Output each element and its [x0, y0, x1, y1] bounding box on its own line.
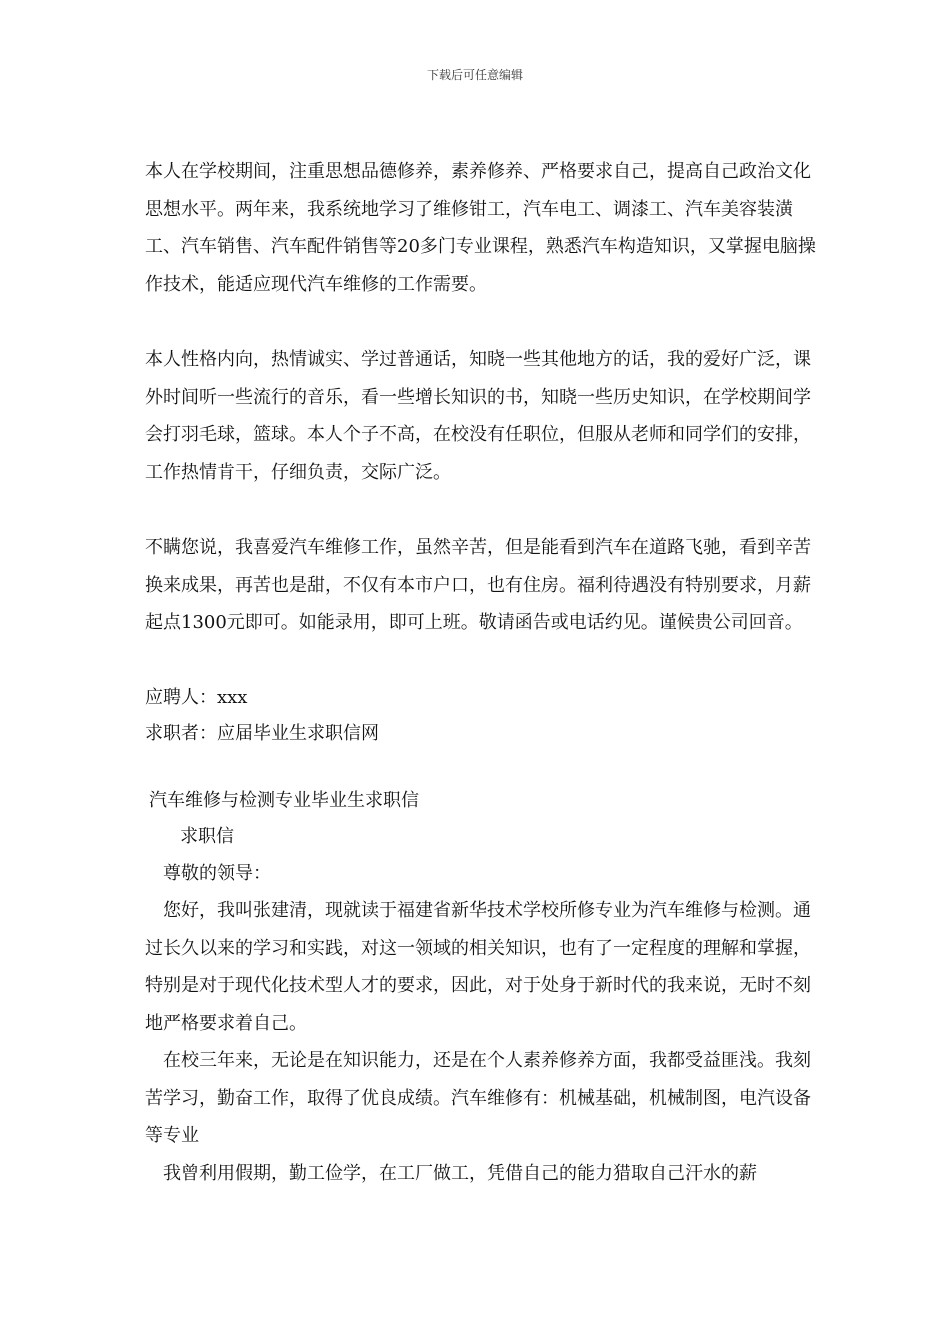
paragraph-2: 本人性格内向，热情诚实、学过普通话，知晓一些其他地方的话，我的爱好广泛，课外时间听一些流行的音乐，看一些增长知识的书，知晓一些历史知识，在学校期间学会打羽毛球，篮球。本人个子不高，在校没有任职位，但服从老师和同学们的安排，工作热情肯干，仔细负责，交际广泛。: [145, 349, 811, 483]
letter-salutation: 尊敬的领导：: [163, 862, 271, 884]
applicant-line: 应聘人：xxx: [145, 686, 248, 708]
document-body: [145, 153, 825, 1192]
paragraph-3: 不瞒您说，我喜爱汽车维修工作，虽然辛苦，但是能看到汽车在道路飞驰，看到辛苦换来成果，再苦也是甜，不仅有本市户口，也有住房。福利待遇没有特别要求，月薪起点1300元即可。如能录用，即可上班。敬请函告或电话约见。谨候贵公司回音。: [145, 537, 811, 633]
letter-title: 汽车维修与检测专业毕业生求职信: [149, 789, 419, 811]
paragraph-1: 本人在学校期间，注重思想品德修养，素养修养、严格要求自己，提高自己政治文化思想水平。两年来，我系统地学习了维修钳工，汽车电工、调漆工、汽车美容装潢工、汽车销售、汽车配件销售等20多门专业课程，熟悉汽车构造知识，又掌握电脑操作技术，能适应现代汽车维修的工作需要。: [145, 161, 816, 295]
letter-section: [145, 783, 825, 1193]
page-header: 下载后可任意编辑: [426, 68, 523, 82]
letter-body-1-text: 您好，我叫张建清，现就读于福建省新华技术学校所修专业为汽车维修与检测。通过长久以来的学习和实践，对这一领域的相关知识，也有了一定程度的理解和掌握，特别是对于现代化技术型人才的要求，因此，对于处身于新时代的我来说，无时不刻地严格要求着自己。: [145, 900, 811, 1034]
letter-body-3: [145, 1155, 825, 1193]
letter-body-2-text: 在校三年来，无论是在知识能力，还是在个人素养修养方面，我都受益匪浅。我刻苦学习，勤奋工作，取得了优良成绩。汽车维修有：机械基础，机械制图，电汽设备等专业: [145, 1050, 811, 1146]
letter-heading: 求职信: [180, 826, 234, 847]
letter-body-1: [145, 892, 825, 1042]
letter-body-2: [145, 1042, 825, 1155]
source-line: 求职者：应届毕业生求职信网: [145, 723, 379, 744]
letter-body-3-text: 我曾利用假期，勤工俭学，在工厂做工，凭借自己的能力猎取自己汗水的薪: [163, 1162, 757, 1184]
